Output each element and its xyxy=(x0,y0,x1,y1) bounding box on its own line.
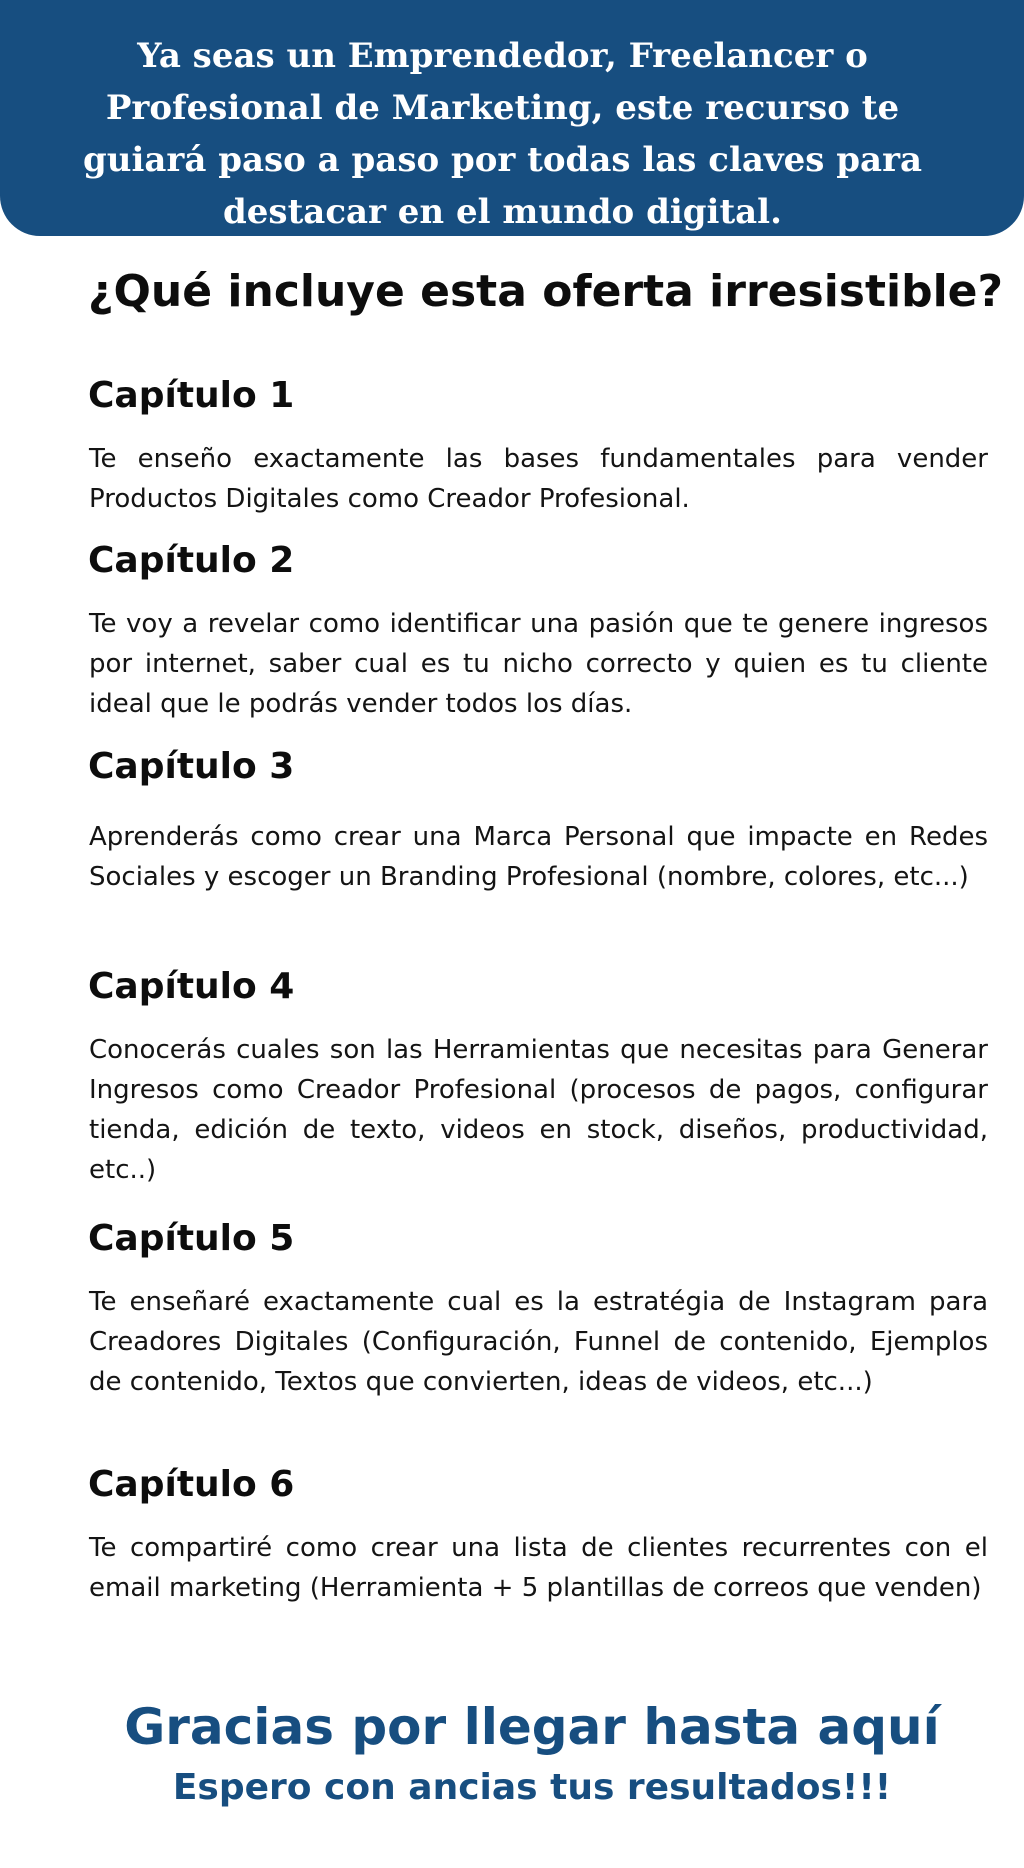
offer-title: ¿Qué incluye esta oferta irresistible? xyxy=(88,266,1004,317)
thanks-heading: Gracias por llegar hasta aquí xyxy=(124,1698,940,1756)
chapter-title: Capítulo 5 xyxy=(88,1218,295,1259)
chapter-description: Te enseñaré exactamente cual es la estratégia de Instagram para Creadores Digitales (Configuración, Funnel de contenido, Ejemplos de contenido, Textos que convierten, ideas de videos, etc...) xyxy=(89,1287,988,1397)
chapter-description: Conocerás cuales son las Herramientas que necesitas para Generar Ingresos como Creador Profesional (procesos de pagos, configurar tienda, edición de texto, videos en stock, diseños, productividad, etc..) xyxy=(89,1035,988,1185)
chapter-description: Aprenderás como crear una Marca Personal que impacte en Redes Sociales y escoger un Branding Profesional (nombre, colores, etc...) xyxy=(89,822,988,892)
chapter-description: Te enseño exactamente las bases fundamentales para vender Productos Digitales como Creador Profesional. xyxy=(89,444,988,514)
chapter-title: Capítulo 2 xyxy=(88,540,295,581)
chapter-description: Te compartiré como crear una lista de clientes recurrentes con el email marketing (Herramienta + 5 plantillas de correos que venden) xyxy=(89,1533,988,1603)
header-banner xyxy=(0,0,1024,236)
banner-text: Ya seas un Emprendedor, Freelancer o Profesional de Marketing, este recurso te guiará paso a paso por todas las claves para destacar en el mundo digital. xyxy=(82,36,923,232)
chapter-title: Capítulo 3 xyxy=(88,746,295,787)
chapter-description: Te voy a revelar como identificar una pasión que te genere ingresos por internet, saber cual es tu nicho correcto y quien es tu cliente ideal que le podrás vender todos los días. xyxy=(89,609,988,719)
chapter-title: Capítulo 1 xyxy=(88,375,295,416)
chapter-title: Capítulo 4 xyxy=(88,966,295,1007)
thanks-subheading: Espero con ancias tus resultados!!! xyxy=(172,1767,892,1808)
chapter-title: Capítulo 6 xyxy=(88,1464,295,1505)
